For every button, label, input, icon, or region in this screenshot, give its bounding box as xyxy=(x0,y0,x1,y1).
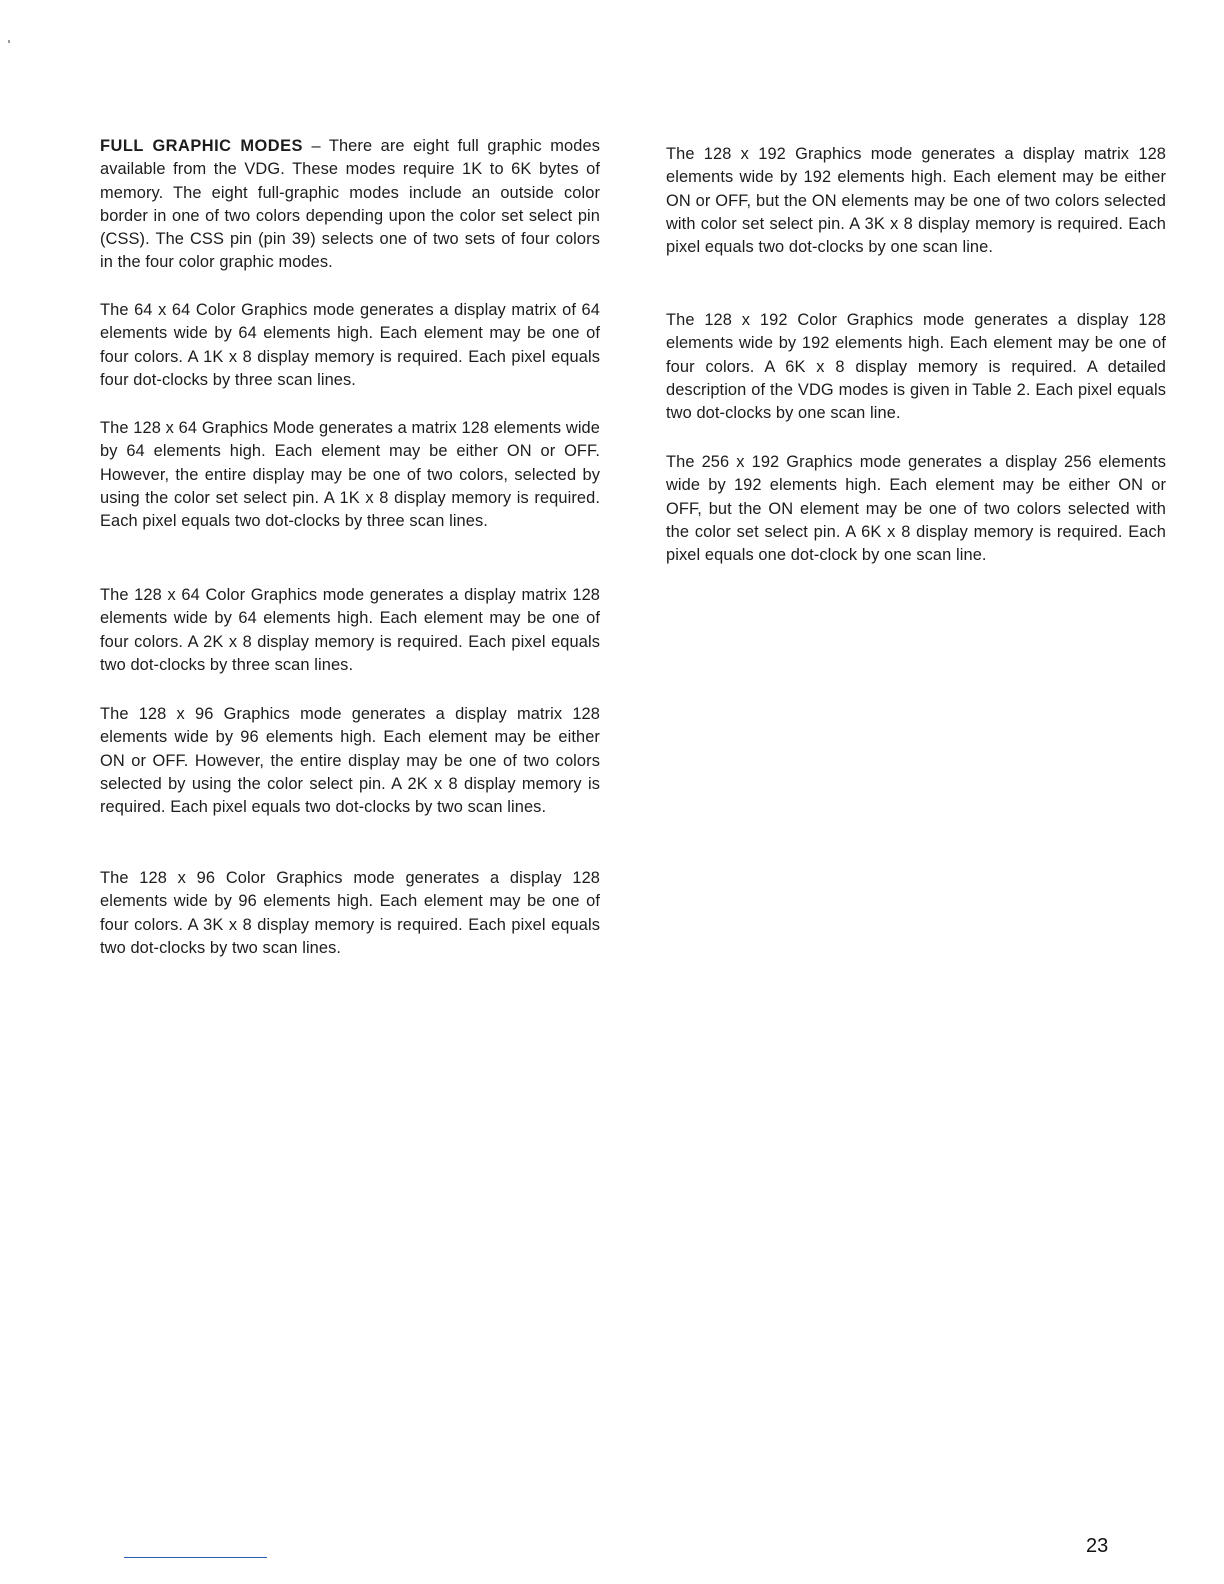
page-number: 23 xyxy=(1086,1535,1109,1557)
section-heading: FULL GRAPHIC MODES xyxy=(100,137,303,155)
paragraph-128x96-color: The 128 x 96 Color Graphics mode generates a display 128 elements wide by 96 elements high. Each element may be one of four colors. A 3K x 8 display memory is required. Each pixel equals two dot-clocks by two scan lines. xyxy=(100,869,600,957)
paragraph-text: – There are eight full graphic modes available from the VDG. These modes require 1K to 6K bytes of memory. The eight full-graphic modes include an outside color border in one of two colors depending upon the color set select pin (CSS). The CSS pin (pin 39) selects one of two sets of four colors in the four color graphic modes. xyxy=(100,137,601,272)
scan-speck xyxy=(8,40,10,43)
paragraph-128x192-graphics: The 128 x 192 Graphics mode generates a display matrix 128 elements wide by 192 elements high. Each element may be either ON or OFF, but the ON elements may be one of two colors selected with color set select pin. A 3K x 8 display memory is required. Each pixel equals two dot-clocks by one scan line. xyxy=(666,145,1166,257)
paragraph-256x192-graphics: The 256 x 192 Graphics mode generates a display 256 elements wide by 192 elements high. Each element may be either ON or OFF, but the ON element may be one of two colors selected with the color set select pin. A 6K x 8 display memory is required. Each pixel equals one dot-clock by one scan line. xyxy=(666,453,1166,565)
paragraph-64x64-color: The 64 x 64 Color Graphics mode generates a display matrix of 64 elements wide by 64 elements high. Each element may be one of four colors. A 1K x 8 display memory is required. Each pixel equals four dot-clocks by three scan lines. xyxy=(100,301,600,389)
paragraph-128x64-graphics: The 128 x 64 Graphics Mode generates a matrix 128 elements wide by 64 elements high. Each element may be either ON or OFF. However, the entire display may be one of two colors, selected by using the color set select pin. A 1K x 8 display memory is required. Each pixel equals two dot-clocks by three scan lines. xyxy=(100,419,600,531)
paragraph-128x192-color: The 128 x 192 Color Graphics mode generates a display 128 elements wide by 192 elements high. Each element may be one of four colors. A 6K x 8 display memory is required. A detailed description of the VDG modes is given in Table 2. Each pixel equals two dot-clocks by one scan line. xyxy=(666,311,1166,423)
paragraph-128x64-color: The 128 x 64 Color Graphics mode generates a display matrix 128 elements wide by 64 elements high. Each element may be one of four colors. A 2K x 8 display memory is required. Each pixel equals two dot-clocks by three scan lines. xyxy=(100,586,600,674)
footer-rule xyxy=(124,1557,267,1558)
paragraph-full-graphic-modes xyxy=(100,135,600,275)
paragraph-128x96-graphics: The 128 x 96 Graphics mode generates a display matrix 128 elements wide by 96 elements high. Each element may be either ON or OFF. However, the entire display may be one of two colors selected by using the color select pin. A 2K x 8 display memory is required. Each pixel equals two dot-clocks by two scan lines. xyxy=(100,705,600,817)
